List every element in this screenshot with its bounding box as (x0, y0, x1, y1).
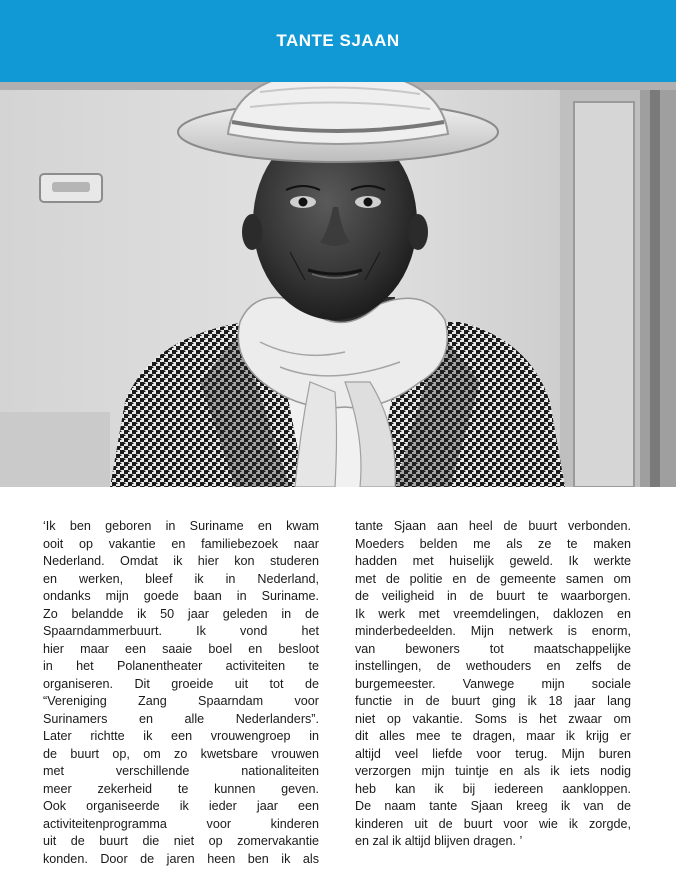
text-line: met verschillende nationaliteiten (43, 764, 319, 778)
text-line: in het Polanentheater activiteiten te (43, 659, 319, 673)
article-column-left (43, 518, 319, 868)
text-line: Spaarndammerbuurt. Ik vond het (43, 624, 319, 638)
text-line: functie in de buurt ging ik 18 jaar lang (355, 694, 631, 708)
text-line: en zal ik altijd blijven dragen. ’ (355, 834, 523, 848)
text-line: kinderen uit de buurt voor wie ik zorgde, (355, 816, 631, 831)
text-line: ooit op vakantie en familiebezoek naar (43, 536, 319, 551)
text-line: Later richtte ik een vrouwengroep in (43, 729, 319, 743)
text-line: minderbedeelden. Mijn netwerk is enorm, (355, 624, 631, 638)
text-line: Zo belandde ik 50 jaar geleden in de (43, 606, 319, 621)
text-line: tante Sjaan aan heel de buurt verbonden. (355, 519, 631, 533)
portrait-illustration (0, 82, 676, 487)
text-line: hier maar een saaie boel en besloot (43, 641, 319, 656)
text-line: heb kan ik bij iedereen aankloppen. (355, 781, 631, 796)
text-line: de veiligheid in de buurt te waarborgen. (355, 589, 631, 603)
text-line: altijd veel liefde voor terug. Mijn buren (355, 746, 631, 761)
text-line: instellingen, de wethouders en zelfs de (355, 659, 631, 673)
text-line: Moeders belden me als ze te maken (355, 536, 631, 551)
text-line: hadden met huiselijk geweld. Ik werkte (355, 554, 631, 568)
text-line: Ook organiseerde ik ieder jaar een (43, 799, 319, 813)
text-line: Ik werk met vreemdelingen, daklozen en (355, 606, 631, 621)
text-line: met de politie en de gemeente samen om (355, 571, 631, 586)
text-line: verzorgen mijn tuintje en als ik iets nodig (355, 764, 631, 778)
text-line: Nederland. Omdat ik hier kon studeren (43, 554, 319, 568)
text-line: en werken, bleef ik in Nederland, (43, 571, 319, 586)
text-line: organiseren. Dit groeide uit tot de (43, 676, 319, 691)
text-line: dit alles mee te dragen, maar ik krijg er (355, 729, 631, 743)
text-line: “Vereniging Zang Spaarndam voor (43, 694, 319, 708)
text-line: Surinamers en alle Nederlanders”. (43, 711, 319, 726)
article-column-right (355, 518, 631, 851)
text-line: konden. Door de jaren heen ben ik als (43, 851, 319, 866)
text-line: burgemeester. Vanwege mijn sociale (355, 676, 631, 691)
text-line: De naam tante Sjaan kreeg ik van de (355, 799, 631, 813)
text-line: uit de buurt die niet op zomervakantie (43, 834, 319, 848)
text-line: activiteitenprogramma voor kinderen (43, 816, 319, 831)
text-line: de buurt op, om zo kwetsbare vrouwen (43, 746, 319, 761)
text-line: niet op vakantie. Soms is het zwaar om (355, 711, 631, 726)
portrait-photo (0, 82, 676, 487)
text-line: ‘Ik ben geboren in Suriname en kwam (43, 519, 319, 533)
text-line: ondanks mijn goede baan in Suriname. (43, 589, 319, 603)
page-header (0, 0, 676, 82)
text-line: van bewoners tot maatschappelijke (355, 641, 631, 656)
article-body (43, 518, 639, 878)
page-title: TANTE SJAAN (276, 31, 400, 50)
text-line: meer zekerheid te kunnen geven. (43, 781, 319, 796)
